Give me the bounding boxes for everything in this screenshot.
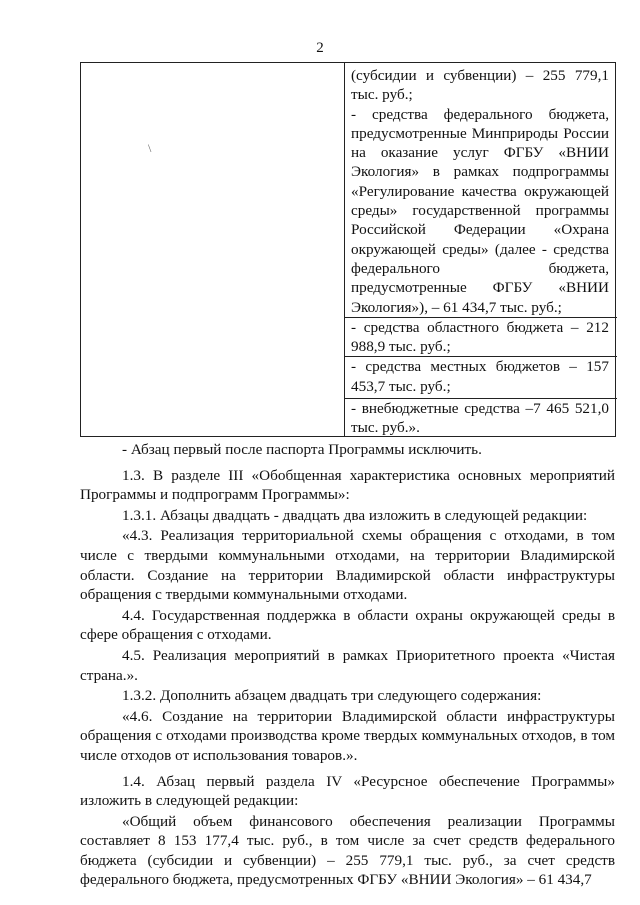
paragraph: «Общий объем финансового обеспечения реализации Программы составляет 8 153 177,4 тыс. руб., в том числе за счет средств федерального бюджета (субсидии и субвенции) – 255 779,1 тыс. руб., за счет средств федерального бюджета, предусмотренных ФГБУ «ВНИИ Экология» – 61 434,7 bbox=[80, 812, 615, 889]
paragraph: 1.3.2. Дополнить абзацем двадцать три следующего содержания: bbox=[122, 687, 542, 705]
document-body bbox=[80, 440, 615, 891]
stray-mark: \ bbox=[148, 141, 152, 155]
paragraph: «4.3. Реализация территориальной схемы обращения с отходами, в том числе с твердыми коммунальными отходами, на территории Владимирской области. Создание на территории Владимирской области инфраструктуры обращения с твердыми коммунальными отходами. bbox=[80, 527, 615, 604]
table-right-cell bbox=[351, 66, 609, 438]
passport-table bbox=[80, 62, 616, 437]
paragraph: 4.4. Государственная поддержка в области охраны окружающей среды в сфере обращения с отходами. bbox=[80, 606, 615, 644]
page-number: 2 bbox=[316, 40, 324, 56]
paragraph: 1.4. Абзац первый раздела IV «Ресурсное обеспечение Программы» изложить в следующей редакции: bbox=[80, 772, 615, 810]
paragraph: 4.5. Реализация мероприятий в рамках Приоритетного проекта «Чистая страна.». bbox=[80, 646, 615, 684]
table-cell-line: - внебюджетные средства –7 465 521,0 тыс. руб.». bbox=[344, 398, 617, 438]
paragraph: 1.3. В разделе III «Обобщенная характеристика основных мероприятий Программы и подпрограмм Программы»: bbox=[80, 466, 615, 504]
paragraph: «4.6. Создание на территории Владимирской области инфраструктуры обращения с отходами производства кроме твердых коммунальных отходов, в том числе отходов от использования товаров.». bbox=[80, 707, 615, 764]
paragraph: 1.3.1. Абзацы двадцать - двадцать два изложить в следующей редакции: bbox=[122, 506, 588, 524]
table-cell-line: - средства местных бюджетов – 157 453,7 тыс. руб.; bbox=[344, 356, 617, 396]
table-cell-line: - средства областного бюджета – 212 988,9 тыс. руб.; bbox=[344, 317, 617, 357]
paragraph: - Абзац первый после паспорта Программы исключить. bbox=[122, 441, 482, 458]
table-cell-line: - средства федерального бюджета, предусмотренные Минприроды России на оказание услуг ФГБУ «ВНИИ Экология» в рамках подпрограммы «Регулирование качества окружающей среды» государственной программы Российской Федерации «Охрана окружающей среды» (далее - средства федерального бюджета, предусмотренные ФГБУ «ВНИИ Экология»), – 61 434,7 тыс. руб.; bbox=[351, 105, 609, 316]
table-cell-line: (субсидии и субвенции) – 255 779,1 тыс. руб.; bbox=[351, 67, 609, 104]
